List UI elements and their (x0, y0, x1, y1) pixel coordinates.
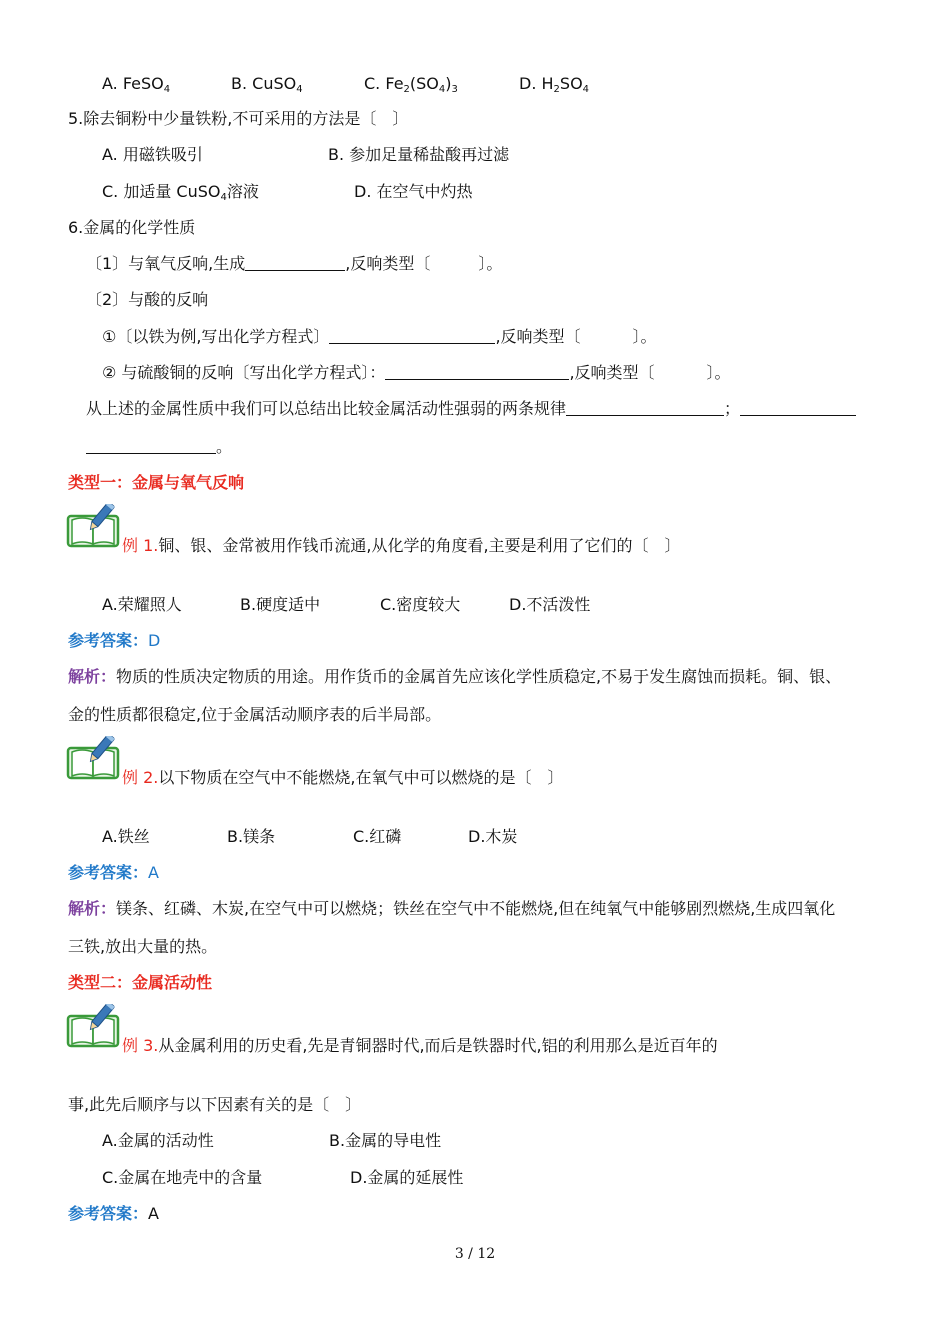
ex3-option-d: D.金属的延展性 (350, 1168, 464, 1187)
q5-option-a: A. 用磁铁吸引 (102, 145, 203, 164)
ex2-option-d: D.木炭 (468, 827, 518, 846)
q5-option-c: C. 加适量 CuSO$_4$溶液 (102, 182, 259, 203)
ex2-stem: 例 2.以下物质在空气中不能燃烧,在氧气中可以燃烧的是〔 〕 (122, 768, 564, 787)
q6-part2: 〔2〕与酸的反响 (86, 290, 209, 309)
ex3-answer: 参考答案：A (68, 1204, 159, 1223)
ex1-option-c: C.密度较大 (380, 595, 461, 614)
q6-summary-cont: 。 (86, 437, 232, 457)
q4-option-c: C. $Fe_2(SO_4)_3$ (364, 74, 458, 95)
type1-heading: 类型一：金属与氧气反响 (68, 473, 245, 492)
ex1-analysis-line1: 解析：物质的性质决定物质的用途。用作货币的金属首先应该化学性质稳定,不易于发生腐蚀而损耗。铜、银、 (68, 667, 842, 686)
ex1-option-d: D.不活泼性 (509, 595, 591, 614)
ex2-option-b: B.镁条 (227, 827, 276, 846)
q6-part1: 〔1〕与氧气反响,生成 ,反响类型〔 〕。 (86, 254, 503, 273)
ex3-option-b: B.金属的导电性 (329, 1131, 442, 1150)
book-pen-icon (66, 504, 122, 550)
q5-stem: 5.除去铜粉中少量铁粉,不可采用的方法是〔 〕 (68, 109, 409, 128)
ex2-answer: 参考答案：A (68, 863, 159, 882)
ex1-analysis-line2: 金的性质都很稳定,位于金属活动顺序表的后半局部。 (68, 705, 442, 724)
ex1-stem: 例 1.铜、银、金常被用作钱币流通,从化学的角度看,主要是利用了它们的〔 〕 (122, 536, 681, 555)
q6-summary: 从上述的金属性质中我们可以总结出比较金属活动性强弱的两条规律 ； (86, 399, 856, 419)
ex3-option-c: C.金属在地壳中的含量 (102, 1168, 263, 1187)
q5-option-d: D. 在空气中灼热 (354, 182, 473, 201)
ex2-analysis-line1: 解析：镁条、红磷、木炭,在空气中可以燃烧；铁丝在空气中不能燃烧,但在纯氧气中能够剧烈燃烧,生成四氧化 (68, 899, 836, 918)
ex1-number: 例 1. (122, 536, 159, 555)
q4-option-b: B. CuSO$_4$ (231, 74, 303, 95)
ex1-answer: 参考答案：D (68, 631, 161, 650)
ex1-option-a: A.荣耀照人 (102, 595, 182, 614)
ex3-option-a: A.金属的活动性 (102, 1131, 214, 1150)
page-number: 3 / 12 (454, 1246, 496, 1262)
book-pen-icon (66, 1004, 122, 1050)
ex3-stem-line1: 例 3.从金属利用的历史看,先是青铜器时代,而后是铁器时代,铝的利用那么是近百年的 (122, 1036, 718, 1055)
ex2-option-c: C.红磷 (353, 827, 402, 846)
ex3-number: 例 3. (122, 1036, 159, 1055)
ex2-analysis-line2: 三铁,放出大量的热。 (68, 937, 218, 956)
ex3-stem-line2: 事,此先后顺序与以下因素有关的是〔 〕 (68, 1095, 362, 1114)
q6-title: 6.金属的化学性质 (68, 218, 196, 237)
ex1-option-b: B.硬度适中 (240, 595, 321, 614)
q6-part2b: ② 与硫酸铜的反响〔写出化学方程式〕： ,反响类型〔 〕。 (102, 363, 731, 382)
book-pen-icon (66, 736, 122, 782)
q4-option-a: A. FeSO$_4$ (102, 74, 171, 95)
ex2-number: 例 2. (122, 768, 159, 787)
q4-option-d: D. $H_2SO_4$ (519, 74, 590, 95)
q5-option-b: B. 参加足量稀盐酸再过滤 (328, 145, 510, 164)
type2-heading: 类型二：金属活动性 (68, 973, 213, 992)
q6-part2a: ①〔以铁为例,写出化学方程式〕 ,反响类型〔 〕。 (102, 327, 657, 346)
ex2-option-a: A.铁丝 (102, 827, 150, 846)
